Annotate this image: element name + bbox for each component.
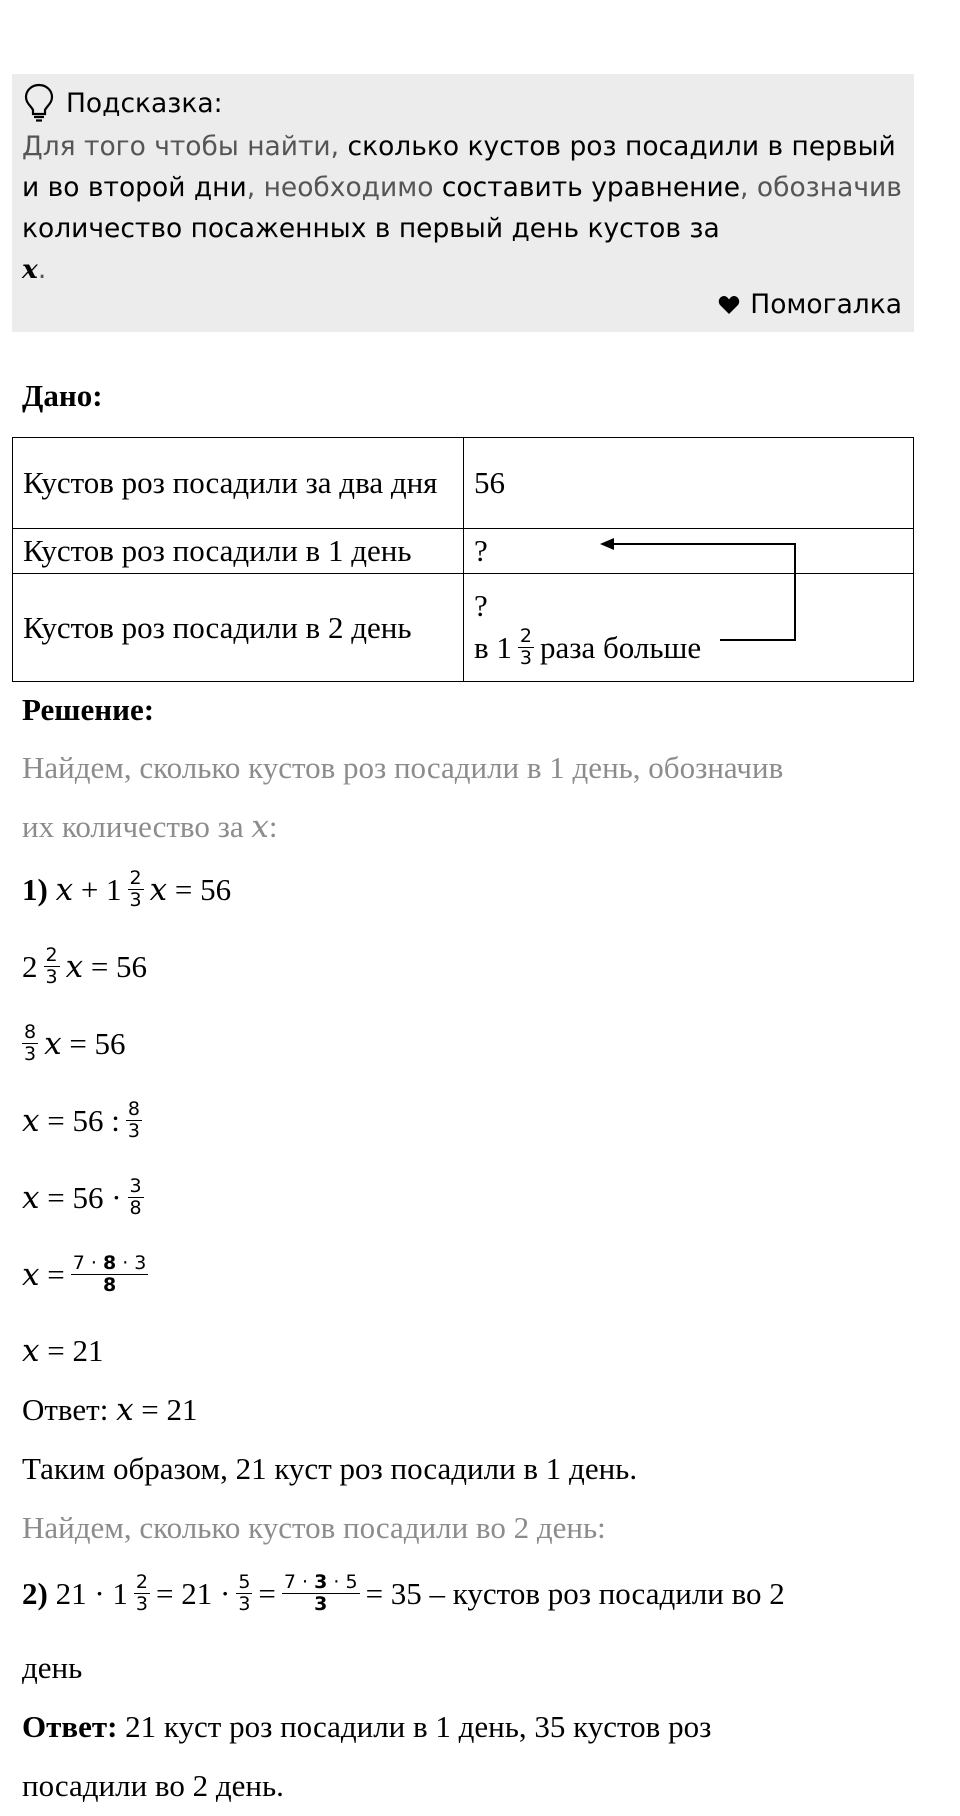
solution-intro-cont: их количество за x : [22,809,278,845]
fraction: $\frac{3}{8}$ [129,1175,142,1219]
solution-heading: Решение: [22,692,155,727]
table-row [13,438,914,529]
final-answer: Ответ: 21 куст роз посадили в 1 день, 35 кустов роз [22,1709,712,1744]
hint-text: Для того чтобы найти, сколько кустов роз посадили в первый и во второй дни, необходимо составить уравнение, обозначив количество посаженных в первый день кустов за x. [22,131,902,285]
answer-1: Ответ: x = 21 [22,1392,198,1428]
equation-8: 2) 21 · 1 $\frac{2}{3}$ = 21 · $\frac{5}{3}$ = $\frac{7 \cdot 3 \cdot 5}{3}$ = 35 – кустов роз посадили во 2 [22,1571,785,1615]
equation-2: 2 $\frac{2}{3}$ x = 56 [22,944,148,988]
equation-8-cont: день [22,1650,83,1685]
equation-3: $\frac{8}{3}$ x = 56 [24,1021,126,1065]
fraction: $\frac{2}{3}$ [135,1571,148,1615]
brand-name: Помогалка [750,289,902,320]
fraction: $\frac{2}{3}$ [519,625,532,669]
solution-intro-2: Найдем, сколько кустов посадили во 2 день: [22,1510,606,1545]
conclusion-1: Таким образом, 21 куст роз посадили в 1 день. [22,1451,638,1486]
table-cell-label: Кустов роз посадили в 1 день [13,529,464,574]
solution-intro: Найдем, сколько кустов роз посадили в 1 день, обозначив [22,750,784,785]
equation-6: x = $\frac{7 \cdot 8 \cdot 3}{8}$ [22,1252,147,1296]
final-answer-cont: посадили во 2 день. [22,1768,284,1803]
equation-5: x = 56 · $\frac{3}{8}$ [22,1175,142,1219]
relation-arrow [590,530,810,650]
fraction: $\frac{5}{3}$ [238,1571,251,1615]
fraction: $\frac{8}{3}$ [24,1021,37,1065]
lightbulb-icon [24,83,54,123]
brand-label [718,284,902,325]
fraction: $\frac{2}{3}$ [45,944,58,988]
table-cell-value: 56 [464,438,914,529]
equation-7: x = 21 [22,1333,104,1369]
cell-ratio: в 1 $\frac{2}{3}$ раза больше [474,625,702,669]
fraction: $\frac{2}{3}$ [129,867,142,911]
heart-icon [718,295,740,315]
cell-question: ? [474,588,488,623]
table-cell-label: Кустов роз посадили за два дня [13,438,464,529]
given-heading: Дано: [22,378,103,413]
table-cell-label: Кустов роз посадили в 2 день [13,574,464,682]
hint-title: Подсказка: [66,87,223,119]
hint-title-row [24,82,223,124]
equation-1: 1) x + 1 $\frac{2}{3}$ x = 56 [22,867,232,911]
equation-4: x = 56 : $\frac{8}{3}$ [22,1098,140,1142]
hint-box [12,74,914,332]
fraction: $\frac{7 \cdot 3 \cdot 5}{3}$ [283,1571,358,1615]
table-cell-value: ? [464,529,914,574]
fraction: $\frac{8}{3}$ [127,1098,140,1142]
fraction: $\frac{7 \cdot 8 \cdot 3}{8}$ [72,1252,147,1296]
